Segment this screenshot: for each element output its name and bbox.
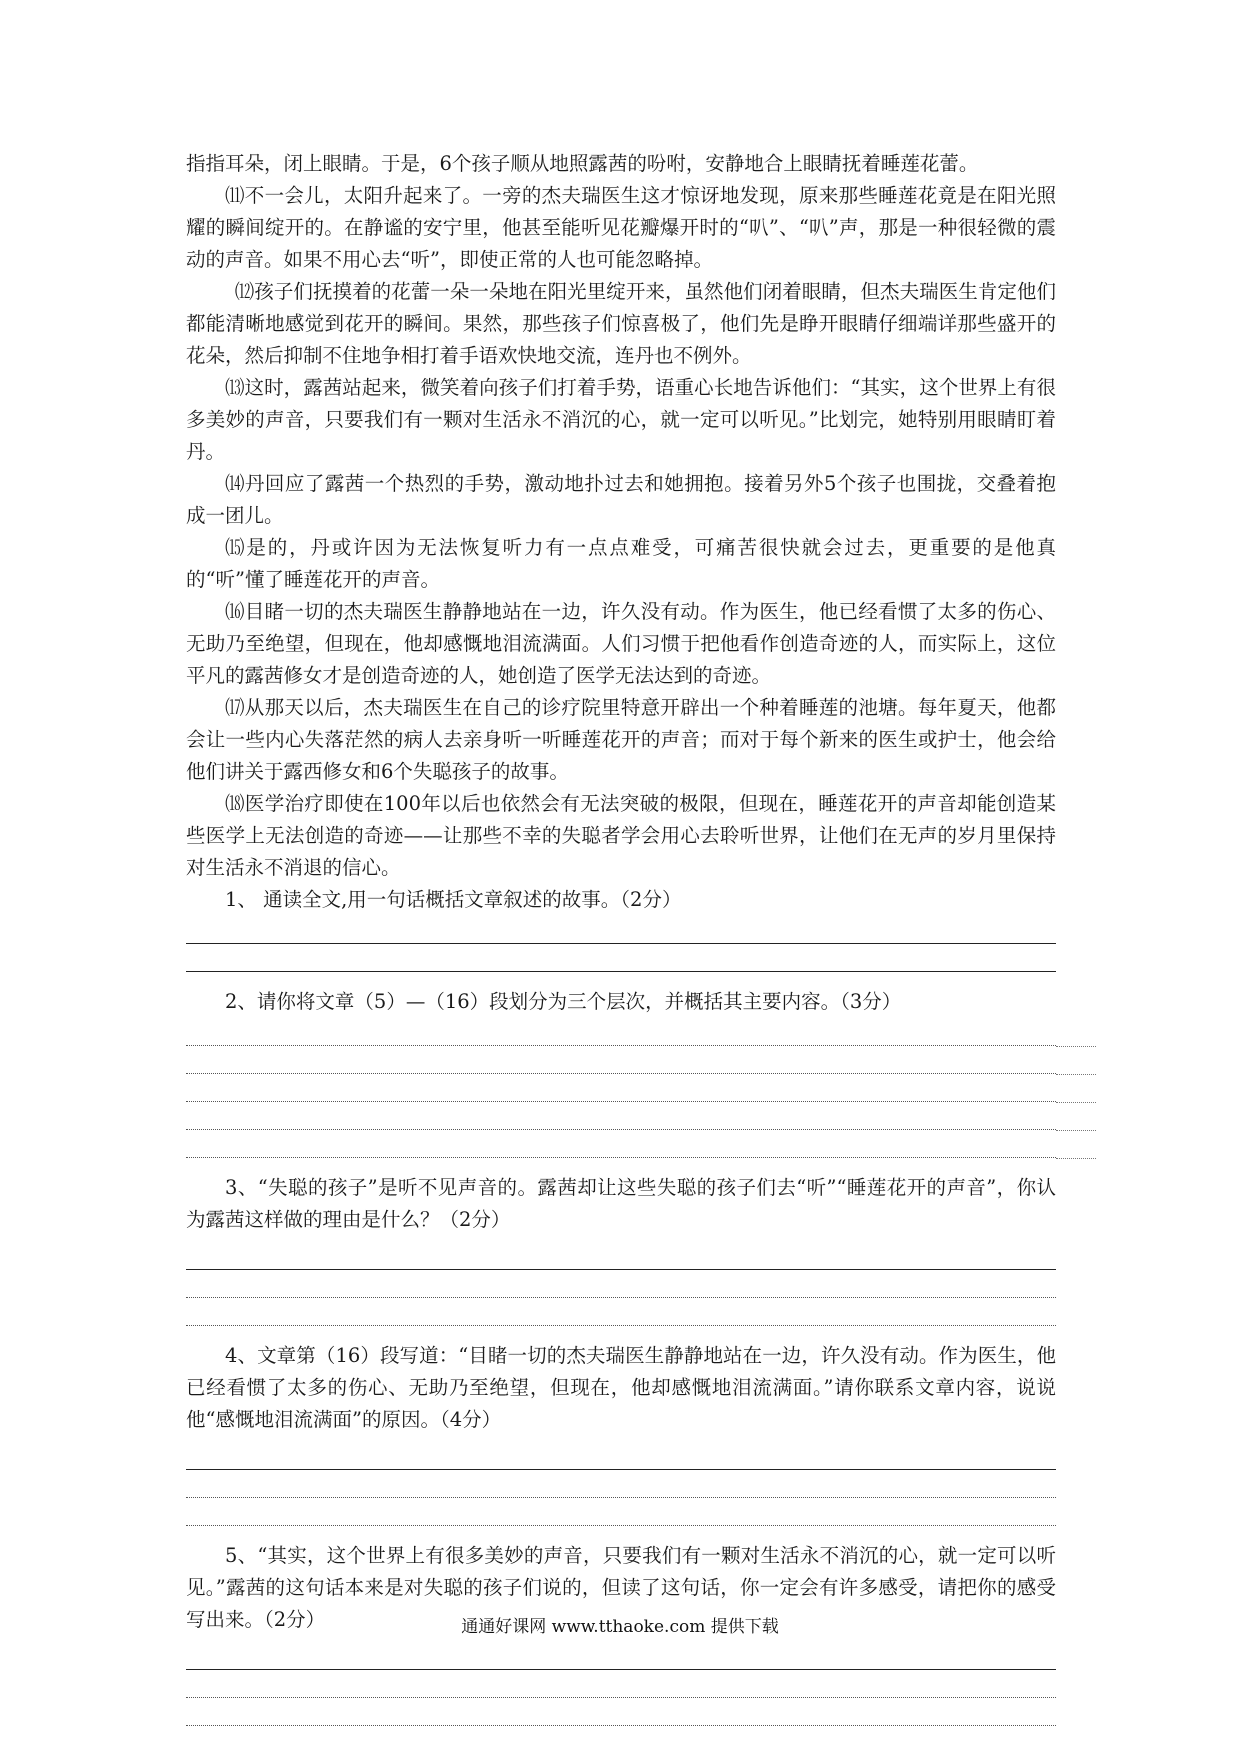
answer-lines-3[interactable] <box>186 1242 1056 1326</box>
answer-line[interactable] <box>186 1670 1056 1698</box>
paragraph-17: ⒄从那天以后，杰夫瑞医生在自己的诊疗院里特意开辟出一个种着睡莲的池塘。每年夏天，他都会让一些内心失落茫然的病人去亲身听一听睡莲花开的声音；而对于每个新来的医生或护士，他会给他们讲关于露西修女和6个失聪孩子的故事。 <box>186 696 1056 783</box>
answer-line[interactable] <box>186 1498 1056 1526</box>
footer-source: 通通好课网 www.tthaoke.com 提供下载 <box>461 1617 779 1637</box>
question-2: 2、请你将文章（5）—（16）段划分为三个层次，并概括其主要内容。（3分） <box>225 990 902 1013</box>
question-1: 1、 通读全文,用一句话概括文章叙述的故事。（2分） <box>225 888 682 911</box>
paragraph-11: ⑾不一会儿，太阳升起来了。一旁的杰夫瑞医生这才惊讶地发现，原来那些睡莲花竟是在阳光照耀的瞬间绽开的。在静谧的安宁里，他甚至能听见花瓣爆开时的“叭”、“叭”声，那是一种很轻微的震动的声音。如果不用心去“听”，即使正常的人也可能忽略掉。 <box>186 184 1056 271</box>
answer-line[interactable] <box>186 1130 1056 1158</box>
answer-line[interactable] <box>186 1242 1056 1270</box>
answer-lines-1[interactable] <box>186 916 1056 972</box>
answer-line[interactable] <box>186 1470 1056 1498</box>
question-3: 3、“失聪的孩子”是听不见声音的。露茜却让这些失聪的孩子们去“听”“睡莲花开的声音”，你认为露茜这样做的理由是什么？（2分） <box>186 1176 1056 1231</box>
question-4: 4、文章第（16）段写道：“目睹一切的杰夫瑞医生静静地站在一边，许久没有动。作为医生，他已经看惯了太多的伤心、无助乃至绝望，但现在，他却感慨地泪流满面。”请你联系文章内容，说说他“感慨地泪流满面”的原因。（4分） <box>186 1344 1056 1431</box>
paragraph-10-end: 指指耳朵，闭上眼睛。于是，6个孩子顺从地照露茜的吩咐，安静地合上眼睛抚着睡莲花蕾。 <box>186 152 979 175</box>
paragraph-15: ⒂是的，丹或许因为无法恢复听力有一点点难受，可痛苦很快就会过去，更重要的是他真的“听”懂了睡莲花开的声音。 <box>186 536 1056 591</box>
main-content <box>186 148 1056 1726</box>
answer-line[interactable] <box>186 1642 1056 1670</box>
answer-lines-4[interactable] <box>186 1442 1056 1526</box>
answer-line[interactable] <box>186 1298 1056 1326</box>
answer-line[interactable] <box>186 1074 1056 1102</box>
answer-line[interactable] <box>186 1442 1056 1470</box>
answer-line[interactable] <box>186 1102 1056 1130</box>
answer-line[interactable] <box>186 1698 1056 1726</box>
paragraph-12: ⑿孩子们抚摸着的花蕾一朵一朵地在阳光里绽开来，虽然他们闭着眼睛，但杰夫瑞医生肯定他们都能清晰地感觉到花开的瞬间。果然，那些孩子们惊喜极了，他们先是睁开眼睛仔细端详那些盛开的花朵，然后抑制不住地争相打着手语欢快地交流，连丹也不例外。 <box>186 280 1056 367</box>
answer-lines-2[interactable] <box>186 1018 1056 1158</box>
question-5: 5、“其实，这个世界上有很多美妙的声音，只要我们有一颗对生活永不消沉的心，就一定可以听见。”露茜的这句话本来是对失聪的孩子们说的，但读了这句话，你一定会有许多感受，请把你的感受写出来。（2分） <box>186 1544 1056 1631</box>
answer-line[interactable] <box>186 1018 1056 1046</box>
paragraph-14: ⒁丹回应了露茜一个热烈的手势，激动地扑过去和她拥抱。接着另外5个孩子也围拢，交叠着抱成一团儿。 <box>186 472 1056 527</box>
paragraph-16: ⒃目睹一切的杰夫瑞医生静静地站在一边，许久没有动。作为医生，他已经看惯了太多的伤心、无助乃至绝望，但现在，他却感慨地泪流满面。人们习惯于把他看作创造奇迹的人，而实际上，这位平凡的露茜修女才是创造奇迹的人，她创造了医学无法达到的奇迹。 <box>186 600 1056 687</box>
answer-line[interactable] <box>186 944 1056 972</box>
answer-lines-5[interactable] <box>186 1642 1056 1726</box>
answer-line[interactable] <box>186 916 1056 944</box>
paragraph-13: ⒀这时，露茜站起来，微笑着向孩子们打着手势，语重心长地告诉他们：“其实，这个世界上有很多美妙的声音，只要我们有一颗对生活永不消沉的心，就一定可以听见。”比划完，她特别用眼睛盯着丹。 <box>186 376 1056 463</box>
paragraph-18: ⒅医学治疗即使在100年以后也依然会有无法突破的极限，但现在，睡莲花开的声音却能创造某些医学上无法创造的奇迹——让那些不幸的失聪者学会用心去聆听世界，让他们在无声的岁月里保持对生活永不消退的信心。 <box>186 792 1056 879</box>
answer-line[interactable] <box>186 1270 1056 1298</box>
answer-line[interactable] <box>186 1046 1056 1074</box>
